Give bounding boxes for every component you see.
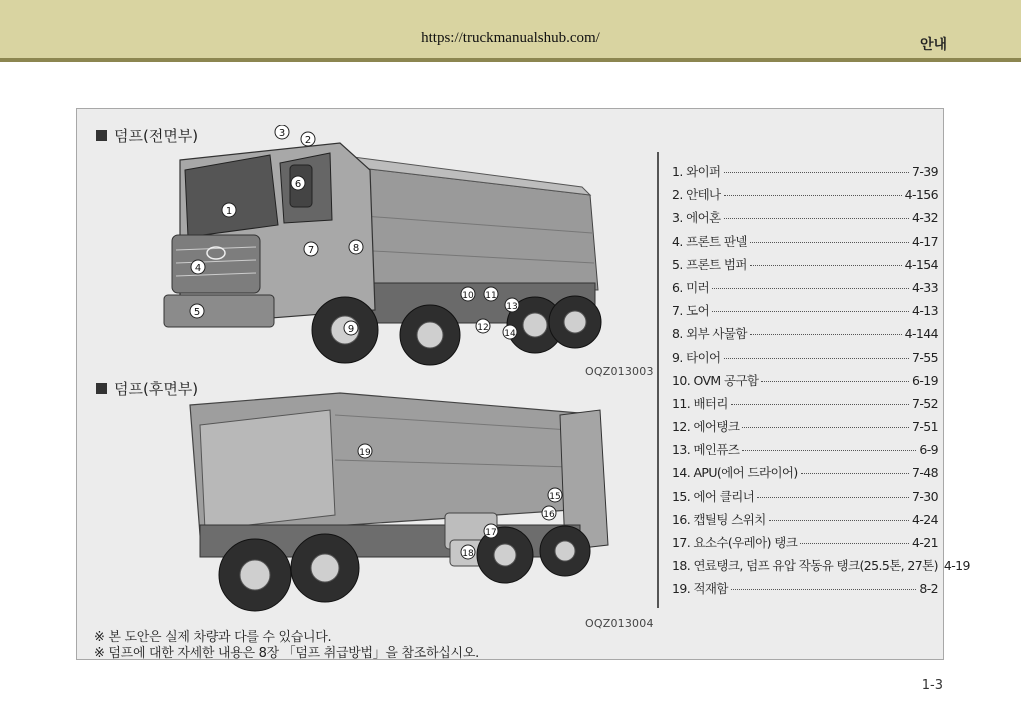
callout-9 xyxy=(344,321,358,335)
leader-dots xyxy=(724,357,909,359)
callout-19 xyxy=(358,444,372,458)
note-1: ※ 본 도안은 실제 차량과 다를 수 있습니다. xyxy=(94,630,332,645)
legend-item-page: 4-144 xyxy=(904,326,938,342)
legend-item-label: 10. OVM 공구함 xyxy=(672,372,759,388)
legend-item xyxy=(672,301,938,324)
legend-item-label: 13. 메인퓨즈 xyxy=(672,442,740,458)
leader-dots xyxy=(757,496,909,498)
svg-text:19: 19 xyxy=(359,448,371,458)
svg-text:1: 1 xyxy=(225,206,233,217)
square-bullet-icon xyxy=(96,130,107,141)
leader-dots xyxy=(750,241,909,243)
svg-text:13: 13 xyxy=(506,302,518,312)
legend-item-page: 7-48 xyxy=(912,465,938,481)
leader-dots xyxy=(731,403,909,405)
legend-item xyxy=(672,510,938,533)
legend-item xyxy=(672,185,938,208)
legend-item xyxy=(672,371,938,394)
legend-item-label: 8. 외부 사물함 xyxy=(672,326,747,342)
legend-item xyxy=(672,440,938,463)
legend-item xyxy=(672,208,938,231)
leader-dots xyxy=(724,217,909,219)
callout-16 xyxy=(542,506,556,520)
header-rule xyxy=(0,58,1021,62)
legend-item-label: 17. 요소수(우레아) 탱크 xyxy=(672,535,798,550)
callout-8 xyxy=(349,240,363,254)
callout-13 xyxy=(505,298,519,312)
callout-4 xyxy=(191,260,205,274)
legend-item xyxy=(672,278,938,301)
note-2: ※ 덤프에 대한 자세한 내용은 8장 「덤프 취급방법」을 참조하십시오. xyxy=(94,646,479,661)
legend-item xyxy=(672,533,938,556)
legend-item xyxy=(672,463,938,486)
leader-dots xyxy=(724,171,909,173)
legend-item-label: 2. 안테나 xyxy=(672,187,721,203)
callout-7 xyxy=(304,242,318,256)
legend-item-label: 3. 에어혼 xyxy=(672,210,721,226)
leader-dots xyxy=(742,449,916,451)
legend-item-label: 6. 미러 xyxy=(672,279,710,295)
callout-11 xyxy=(484,287,498,301)
legend-item xyxy=(672,232,938,255)
leader-dots xyxy=(761,380,909,382)
callout-6 xyxy=(291,176,305,190)
svg-text:10: 10 xyxy=(462,291,474,301)
leader-dots xyxy=(750,264,902,266)
callout-3 xyxy=(275,125,289,139)
callout-5 xyxy=(190,304,204,318)
leader-dots xyxy=(801,472,909,474)
svg-text:2: 2 xyxy=(304,135,312,146)
callout-18 xyxy=(461,545,475,559)
legend-item xyxy=(672,394,938,417)
legend-item-label: 12. 에어탱크 xyxy=(672,419,740,435)
legend-item-page: 4-156 xyxy=(904,187,938,203)
svg-text:4: 4 xyxy=(194,263,202,274)
legend-item-label: 5. 프론트 범퍼 xyxy=(672,256,747,272)
callout-2 xyxy=(301,132,315,146)
legend-item-page: 4-154 xyxy=(904,256,938,272)
front-truck-illustration xyxy=(150,125,650,375)
svg-text:9: 9 xyxy=(347,324,355,335)
square-bullet-icon xyxy=(96,383,107,394)
legend-item-page: 7-52 xyxy=(912,395,938,411)
legend-item-page: 6-9 xyxy=(919,442,938,458)
legend-item-label: 18. 연료탱크, 덤프 유압 작동유 탱크(25.5톤, 27톤) xyxy=(672,558,938,574)
legend-item-page: 4-21 xyxy=(912,535,938,550)
rear-truck-illustration xyxy=(160,385,620,620)
svg-text:7: 7 xyxy=(307,245,315,256)
legend-item-page: 7-30 xyxy=(912,488,938,504)
page-header xyxy=(0,0,1021,58)
legend-item-page: 7-51 xyxy=(912,419,938,435)
leader-dots xyxy=(712,287,909,289)
leader-dots xyxy=(742,426,909,428)
rear-view-title-text: 덤프(후면부) xyxy=(114,380,199,398)
legend-list xyxy=(672,162,970,603)
legend-item-page: 4-24 xyxy=(912,511,938,527)
callout-17 xyxy=(484,524,498,538)
svg-text:5: 5 xyxy=(193,307,201,318)
legend-item xyxy=(672,324,938,347)
svg-text:6: 6 xyxy=(294,179,302,190)
legend-item xyxy=(672,417,938,440)
leader-dots xyxy=(769,519,909,521)
legend-divider xyxy=(657,152,659,608)
legend-item xyxy=(672,255,938,278)
svg-text:15: 15 xyxy=(549,492,561,502)
legend-item-page: 6-19 xyxy=(912,372,938,388)
svg-text:11: 11 xyxy=(485,291,497,301)
legend-item xyxy=(672,556,970,579)
svg-text:17: 17 xyxy=(485,528,497,538)
legend-item-label: 14. APU(에어 드라이어) xyxy=(672,465,798,481)
legend-item-page: 4-17 xyxy=(912,233,938,249)
svg-text:14: 14 xyxy=(504,329,516,339)
callout-10 xyxy=(461,287,475,301)
legend-item-page: 4-19 xyxy=(943,558,970,574)
legend-item-label: 19. 적재함 xyxy=(672,581,728,597)
callout-14 xyxy=(503,325,517,339)
front-figure-code: OQZ013003 xyxy=(585,365,654,378)
callout-12 xyxy=(476,319,490,333)
callout-15 xyxy=(548,488,562,502)
leader-dots xyxy=(731,588,916,590)
svg-text:16: 16 xyxy=(543,510,555,520)
legend-item xyxy=(672,487,938,510)
legend-item-page: 4-13 xyxy=(912,303,938,319)
leader-dots xyxy=(750,333,902,335)
legend-item xyxy=(672,579,938,602)
svg-text:18: 18 xyxy=(462,549,474,559)
header-url[interactable]: https://truckmanualshub.com/ xyxy=(421,30,600,46)
legend-item xyxy=(672,162,938,185)
legend-item-label: 4. 프론트 판넬 xyxy=(672,233,747,249)
legend-item-page: 7-55 xyxy=(912,349,938,365)
legend-item-label: 16. 캡틸팅 스위치 xyxy=(672,511,766,527)
page-number: 1-3 xyxy=(921,678,943,693)
legend-item xyxy=(672,348,938,371)
leader-dots xyxy=(724,194,902,196)
rear-figure-code: OQZ013004 xyxy=(585,617,654,630)
legend-item-page: 7-39 xyxy=(912,164,938,179)
legend-item-label: 15. 에어 클리너 xyxy=(672,488,755,504)
callout-1 xyxy=(222,203,236,217)
front-view-title-text: 덤프(전면부) xyxy=(114,127,199,145)
legend-item-page: 4-32 xyxy=(912,210,938,226)
legend-item-page: 4-33 xyxy=(912,279,938,295)
legend-item-label: 7. 도어 xyxy=(672,303,710,319)
svg-text:12: 12 xyxy=(477,323,489,333)
legend-item-label: 11. 배터리 xyxy=(672,395,728,411)
section-title: 안내 xyxy=(919,37,947,53)
legend-item-label: 1. 와이퍼 xyxy=(672,164,721,179)
svg-text:8: 8 xyxy=(352,243,360,254)
leader-dots xyxy=(712,310,909,312)
legend-item-page: 8-2 xyxy=(919,581,938,597)
legend-item-label: 9. 타이어 xyxy=(672,349,721,365)
leader-dots xyxy=(800,542,909,544)
svg-text:3: 3 xyxy=(278,128,286,139)
